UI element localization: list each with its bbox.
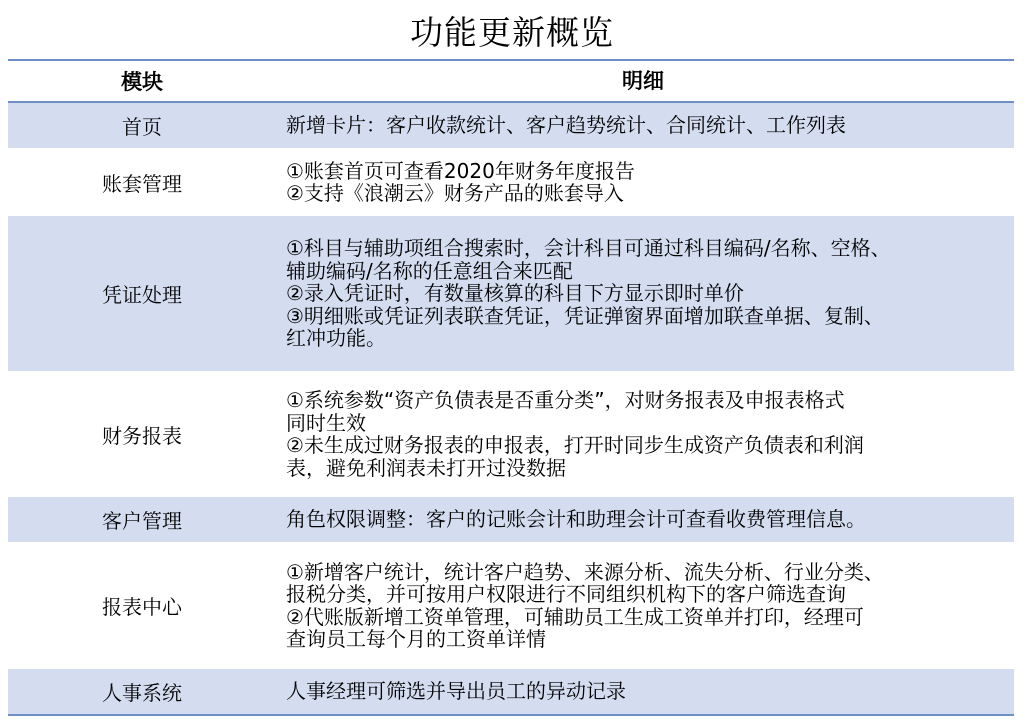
detail-line: 辅助编码/名称的任意组合来匹配 — [286, 258, 573, 283]
module-cell: 财务报表 — [102, 423, 182, 448]
detail-line: ②代账版新增工资单管理，可辅助员工生成工资单并打印，经理可 — [286, 604, 864, 629]
detail-cell — [276, 149, 1014, 215]
detail-line: ①科目与辅助项组合搜索时，会计科目可通过科目编码/名称、空格、 — [286, 236, 891, 261]
detail-line: ②支持《浪潮云》财务产品的账套导入 — [286, 181, 624, 205]
detail-cell — [276, 216, 1014, 371]
module-cell: 凭证处理 — [102, 283, 182, 307]
detail-line: 人事经理可筛选并导出员工的异动记录 — [286, 679, 626, 704]
page-title: 功能更新概览 — [410, 13, 614, 52]
detail-line: ②未生成过财务报表的申报表，打开时同步生成资产负债表和利润 — [286, 433, 864, 457]
detail-cell — [276, 103, 1014, 148]
detail-line: 红冲功能。 — [286, 326, 386, 351]
detail-line: ①新增客户统计，统计客户趋势、来源分析、流失分析、行业分类、 — [286, 559, 884, 584]
detail-line: 报税分类，并可按用户权限进行不同组织机构下的客户筛选查询 — [286, 582, 846, 606]
detail-line: 表，避免利润表未打开过没数据 — [286, 455, 566, 480]
detail-line: ②录入凭证时，有数量核算的科目下方显示即时单价 — [286, 281, 744, 306]
detail-line: 新增卡片：客户收款统计、客户趋势统计、合同统计、工作列表 — [286, 113, 846, 138]
table-row — [8, 149, 1014, 216]
detail-line: ①系统参数“资产负债表是否重分类”，对财务报表及申报表格式 — [286, 388, 845, 412]
detail-line: ①账套首页可查看2020年财务年度报告 — [286, 158, 635, 183]
detail-cell — [276, 497, 1014, 542]
table-row — [8, 497, 1014, 543]
detail-cell — [276, 372, 1014, 496]
module-cell: 客户管理 — [102, 509, 182, 533]
table-row — [8, 216, 1014, 372]
table-row — [8, 669, 1014, 714]
table-header-row — [8, 61, 1014, 103]
module-cell: 账套管理 — [102, 171, 182, 196]
column-header-detail: 明细 — [622, 68, 664, 93]
module-cell: 首页 — [122, 115, 162, 139]
table-row — [8, 372, 1014, 497]
module-cell: 人事系统 — [102, 681, 182, 705]
table-row — [8, 103, 1014, 149]
detail-line: 角色权限调整：客户的记账会计和助理会计可查看收费管理信息。 — [286, 507, 866, 532]
column-header-module: 模块 — [121, 70, 163, 94]
detail-cell — [276, 543, 1014, 668]
update-table — [8, 59, 1014, 716]
detail-line: ③明细账或凭证列表联查凭证，凭证弹窗界面增加联查单据、复制、 — [286, 303, 884, 328]
detail-cell — [276, 669, 1014, 714]
module-cell: 报表中心 — [102, 595, 182, 619]
table-row — [8, 543, 1014, 669]
detail-line: 同时生效 — [286, 410, 366, 435]
detail-line: 查询员工每个月的工资单详情 — [286, 627, 546, 651]
